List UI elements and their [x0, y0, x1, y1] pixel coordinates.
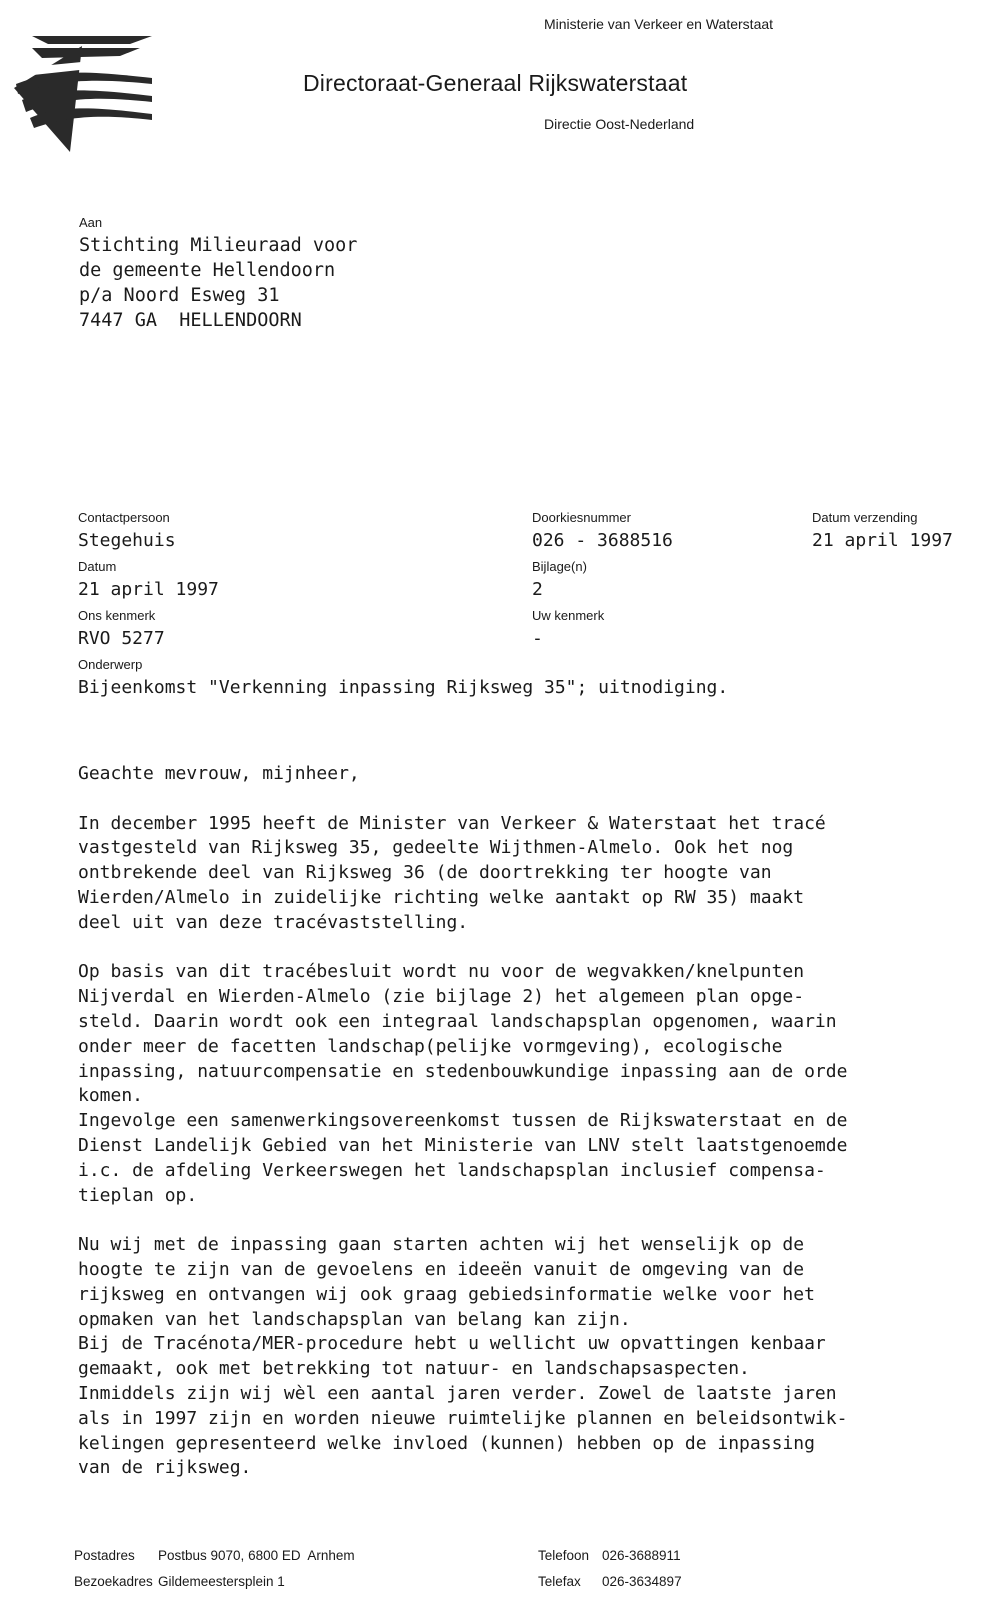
bezoekadres-value: Gildemeestersplein 1: [158, 1574, 285, 1589]
salutation: Geachte mevrouw, mijnheer,: [78, 763, 360, 784]
rijkswaterstaat-logo: [12, 28, 154, 152]
directorate-name: Directoraat-Generaal Rijkswaterstaat: [303, 70, 688, 96]
directie-name: Directie Oost-Nederland: [544, 116, 695, 132]
postadres-label: Postadres: [74, 1548, 135, 1563]
datum-verzending-label: Datum verzending: [812, 510, 918, 525]
uw-kenmerk-value: -: [532, 628, 543, 649]
onderwerp-value: Bijeenkomst "Verkenning inpassing Rijksweg 35"; uitnodiging.: [78, 677, 729, 698]
bijlage-value: 2: [532, 579, 543, 600]
contactpersoon-value: Stegehuis: [78, 530, 176, 551]
addressee-line-1: Stichting Milieuraad voor: [79, 235, 358, 256]
contactpersoon-label: Contactpersoon: [78, 510, 170, 525]
bijlage-label: Bijlage(n): [532, 559, 587, 574]
ons-kenmerk-label: Ons kenmerk: [78, 608, 156, 623]
doorkiesnummer-label: Doorkiesnummer: [532, 510, 631, 525]
datum-label: Datum: [78, 559, 117, 574]
telefax-value: 026-3634897: [602, 1574, 682, 1589]
addressee-line-3: p/a Noord Esweg 31: [79, 285, 280, 306]
addressee-line-2: de gemeente Hellendoorn: [79, 260, 336, 281]
paragraph-6: Inmiddels zijn wij wèl een aantal jaren verder. Zowel de laatste jaren als in 1997 zijn en worden nieuwe ruimtelijke plannen en beleidsontwik- kelingen gepresenteerd welke invloed (kunnen) hebben op de inpassing van de rijksweg.: [78, 1382, 848, 1479]
addressee-label: Aan: [79, 215, 103, 230]
ministry-name: Ministerie van Verkeer en Waterstaat: [544, 16, 774, 32]
paragraph-4: Nu wij met de inpassing gaan starten achten wij het wenselijk op de hoogte te zijn van de gevoelens en ideeën vanuit de omgeving van de rijksweg en ontvangen wij ook graag gebiedsinformatie welke voor het opmaken van het landschapsplan van belang kan zijn.: [78, 1234, 815, 1330]
doorkiesnummer-value: 026 - 3688516: [532, 530, 673, 551]
datum-verzending-value: 21 april 1997: [812, 530, 953, 551]
telefoon-value: 026-3688911: [602, 1548, 681, 1563]
telefax-label: Telefax: [538, 1574, 581, 1589]
postadres-value: Postbus 9070, 6800 ED Arnhem: [158, 1548, 355, 1563]
paragraph-5: Bij de Tracénota/MER-procedure hebt u wellicht uw opvattingen kenbaar gemaakt, ook met betrekking tot natuur- en landschapsaspecten.: [78, 1333, 826, 1380]
paragraph-1: In december 1995 heeft de Minister van Verkeer & Waterstaat het tracé vastgesteld van Rijksweg 35, gedeelte Wijthmen-Almelo. Ook het nog ontbrekende deel van Rijksweg 36 (de doortrekking ter hoogte van Wierden/Almelo in zuidelijke richting welke aantakt op RW 35) maakt deel uit van deze tracévaststelling.: [78, 812, 826, 933]
paragraph-3: Ingevolge een samenwerkingsovereenkomst tussen de Rijkswaterstaat en de Dienst Landelijk Gebied van het Ministerie van LNV stelt laatstgenoemde i.c. de afdeling Verkeerswegen het landschapsplan inclusief compensa- tieplan op.: [78, 1110, 848, 1206]
letter-body: [78, 762, 992, 1481]
paragraph-2: Op basis van dit tracébesluit wordt nu voor de wegvakken/knelpunten Nijverdal en Wierden-Almelo (zie bijlage 2) het algemeen plan opge- steld. Daarin wordt ook een integraal landschapsplan opgenomen, waarin onder meer de facetten landschap(pelijke vormgeving), ecologische inpassing, natuurcompensatie en stedenbouwkundige inpassing aan de orde komen.: [78, 961, 848, 1107]
ons-kenmerk-value: RVO 5277: [78, 628, 165, 649]
bezoekadres-label: Bezoekadres: [74, 1574, 153, 1589]
telefoon-label: Telefoon: [538, 1548, 590, 1563]
onderwerp-label: Onderwerp: [78, 657, 143, 672]
datum-value: 21 april 1997: [78, 579, 219, 600]
uw-kenmerk-label: Uw kenmerk: [532, 608, 605, 623]
addressee-line-4: 7447 GA HELLENDOORN: [79, 310, 302, 331]
